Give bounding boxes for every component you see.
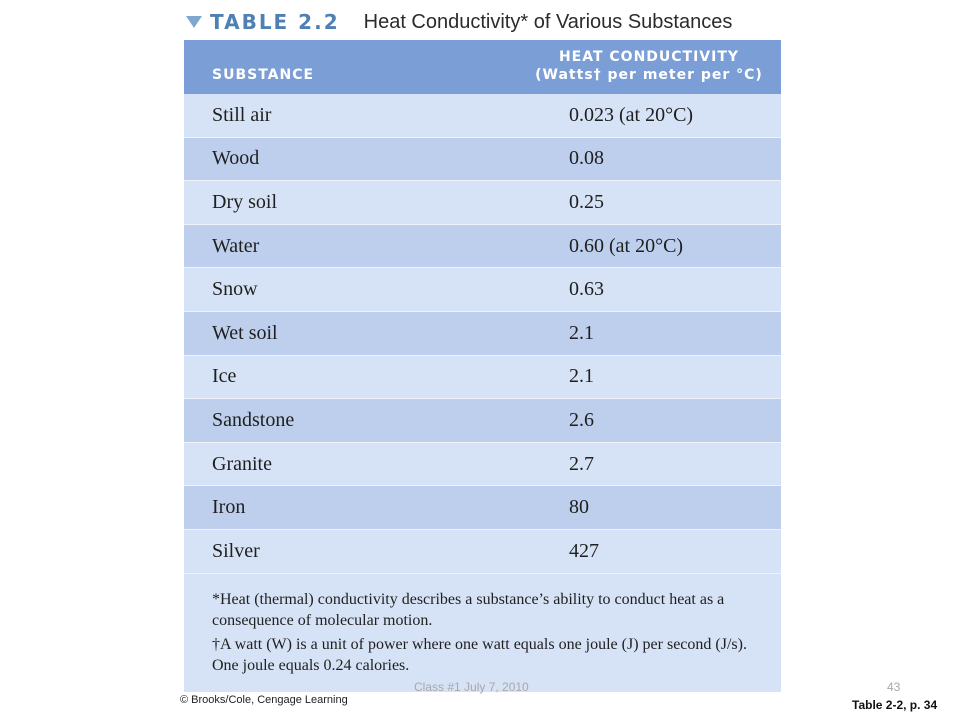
table-row [184,225,781,269]
table-caption: Table 2-2, p. 34 [852,698,938,712]
table-row [184,268,781,312]
table-row [184,138,781,182]
header-heat-conductivity [524,48,774,84]
note-conductivity: *Heat (thermal) conductivity describes a substance’s ability to conduct heat as a consequence of molecular motion. [212,591,725,629]
conductivity-value-cell: 0.60 (at 20°C) [569,234,684,257]
table-row [184,486,781,530]
table-row [184,443,781,487]
substance-cell: Wet soil [212,321,278,344]
note-watt: †A watt (W) is a unit of power where one watt equals one joule (J) per second (J/s). One joule equals 0.24 calories. [212,636,747,674]
substance-cell: Snow [212,278,258,301]
conductivity-value-cell: 2.6 [569,408,594,431]
table-header [184,40,781,94]
conductivity-value-cell: 0.08 [569,147,604,170]
header-heat-conductivity-title: HEAT CONDUCTIVITY [558,49,740,65]
substance-cell: Silver [212,539,260,562]
copyright-text: © Brooks/Cole, Cengage Learning [180,694,348,706]
table-number-label: TABLE 2.2 [210,10,340,34]
substance-cell: Wood [212,147,260,170]
conductivity-value-cell: 2.7 [569,452,594,475]
conductivity-value-cell: 0.63 [569,278,604,301]
table-notes [212,589,762,679]
conductivity-value-cell: 80 [569,496,589,519]
table-row [184,181,781,225]
table-row [184,94,781,138]
conductivity-value-cell: 2.1 [569,321,594,344]
table-row [184,399,781,443]
substance-cell: Granite [212,452,272,475]
table-title-row [186,6,732,38]
table-title: Heat Conductivity* of Various Substances [363,10,733,33]
page-number: 43 [887,680,901,694]
substance-cell: Iron [212,496,246,519]
conductivity-value-cell: 427 [569,539,599,562]
header-substance: SUBSTANCE [212,67,315,83]
conductivity-value-cell: 2.1 [569,365,594,388]
substance-cell: Ice [212,365,237,388]
triangle-down-icon [186,16,202,28]
table-row [184,530,781,574]
header-heat-conductivity-units: (Watts† per meter per °C) [535,67,763,83]
conductivity-value-cell: 0.023 (at 20°C) [569,103,694,126]
conductivity-value-cell: 0.25 [569,190,604,213]
substance-cell: Sandstone [212,408,295,431]
substance-cell: Water [212,234,260,257]
substance-cell: Dry soil [212,190,277,213]
substance-cell: Still air [212,103,272,126]
footer-date: Class #1 July 7, 2010 [414,680,529,694]
table-row [184,312,781,356]
table-body [184,94,781,574]
conductivity-table [184,40,781,692]
table-row [184,356,781,400]
